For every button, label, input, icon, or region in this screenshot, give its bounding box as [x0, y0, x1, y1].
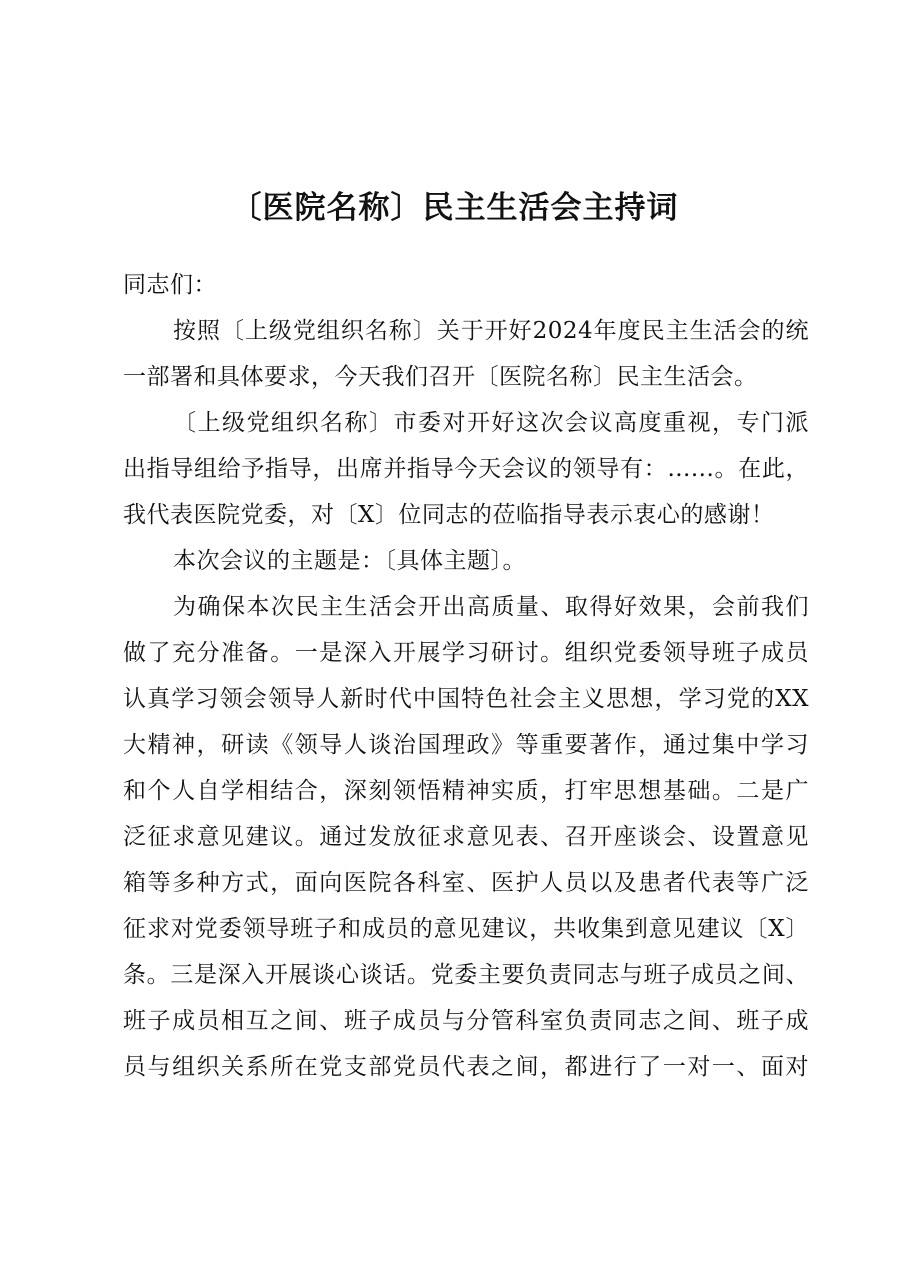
paragraph-line: 泛征求意见建议。通过发放征求意见表、召开座谈会、设置意见	[123, 824, 809, 850]
paragraph-line: 我代表医院党委，对〔X〕位同志的莅临指导表示衷心的感谢！	[123, 502, 775, 528]
paragraph-line: 和个人自学相结合，深刻领悟精神实质，打牢思想基础。二是广	[123, 778, 809, 804]
document-body	[123, 262, 809, 1090]
paragraph-line: 本次会议的主题是：〔具体主题〕。	[173, 548, 526, 574]
paragraph-line: 〔上级党组织名称〕市委对开好这次会议高度重视，专门派	[173, 410, 809, 436]
paragraph-line: 出指导组给予指导，出席并指导今天会议的领导有：......。在此，	[123, 456, 809, 482]
paragraph-line: 为确保本次民主生活会开出高质量、取得好效果，会前我们	[173, 594, 809, 620]
paragraph-line: 做了充分准备。一是深入开展学习研讨。组织党委领导班子成员	[123, 640, 809, 666]
document-title: 〔医院名称〕民主生活会主持词	[230, 190, 679, 226]
paragraph-line: 按照〔上级党组织名称〕关于开好2024年度民主生活会的统	[173, 318, 809, 344]
salutation-line: 同志们：	[123, 272, 217, 298]
paragraph-line: 大精神，研读《领导人谈治国理政》等重要著作，通过集中学习	[123, 732, 809, 758]
paragraph-line: 班子成员相互之间、班子成员与分管科室负责同志之间、班子成	[123, 1008, 809, 1034]
paragraph-line: 员与组织关系所在党支部党员代表之间，都进行了一对一、面对	[123, 1054, 809, 1080]
paragraph-line: 条。三是深入开展谈心谈话。党委主要负责同志与班子成员之间、	[123, 962, 809, 988]
paragraph-line: 征求对党委领导班子和成员的意见建议，共收集到意见建议〔X〕	[123, 916, 809, 942]
paragraph-line: 箱等多种方式，面向医院各科室、医护人员以及患者代表等广泛	[123, 870, 809, 896]
paragraph-line: 一部署和具体要求，今天我们召开〔医院名称〕民主生活会。	[123, 364, 758, 390]
paragraph-line: 认真学习领会领导人新时代中国特色社会主义思想，学习党的XX	[123, 686, 809, 712]
